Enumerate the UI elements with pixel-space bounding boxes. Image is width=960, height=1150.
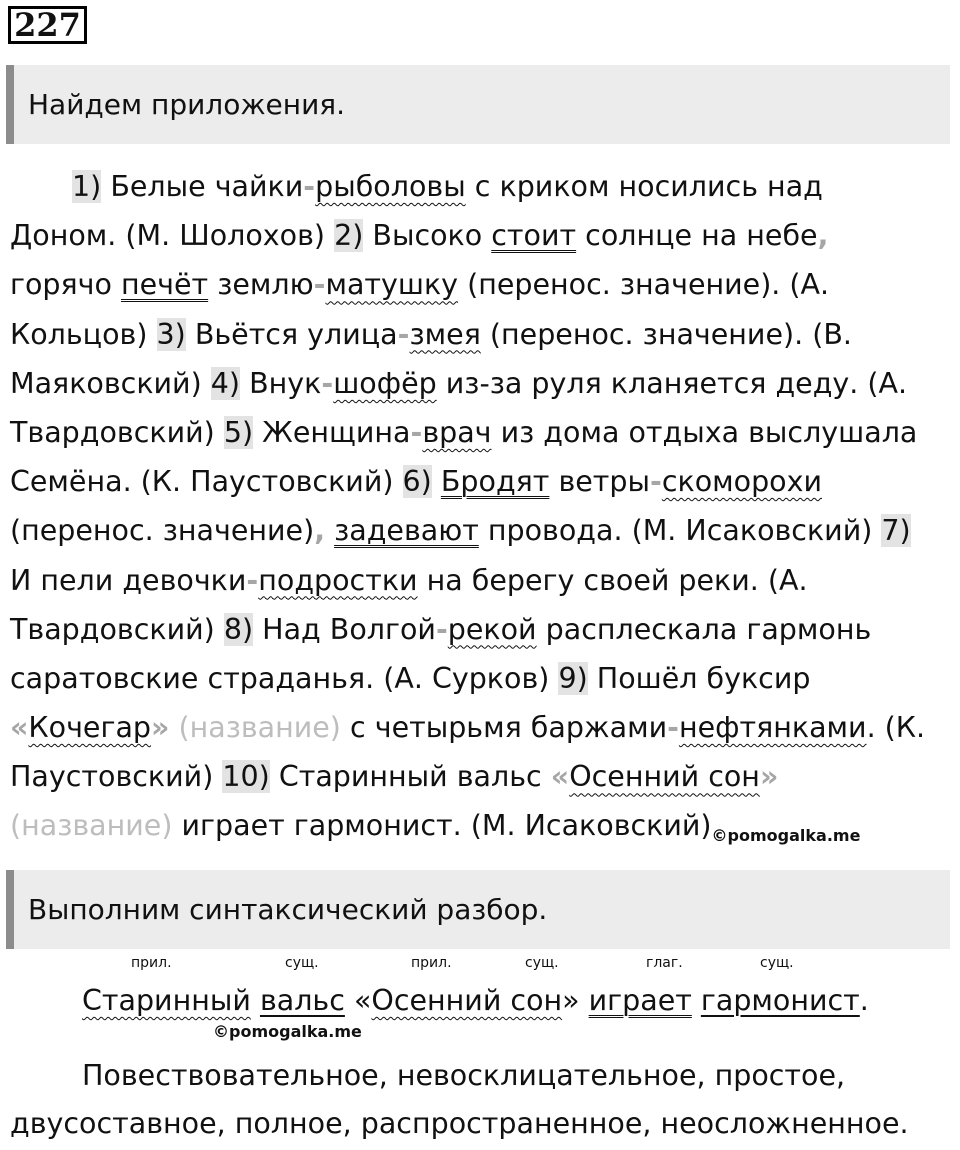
annotation-name: (название) <box>169 711 341 745</box>
text-fragment: землю <box>208 268 314 302</box>
hyphen-mark: - <box>246 563 259 597</box>
text-line <box>10 801 950 850</box>
pos-label-adjective: прил. <box>411 955 452 971</box>
analyzed-sentence <box>82 975 869 1027</box>
text-fragment: (перенос. значение) <box>10 514 315 548</box>
apposition: шофёр <box>333 366 437 400</box>
quote-mark: » <box>151 711 170 745</box>
text-fragment: Пошёл буксир <box>587 661 811 695</box>
text-fragment: Белые чайки <box>101 170 304 203</box>
apposition: рекой <box>447 612 537 646</box>
text-line <box>10 703 950 752</box>
text-line <box>10 457 950 506</box>
hyphen-mark: - <box>649 465 662 499</box>
text-line <box>10 310 950 359</box>
quote-mark: « <box>353 984 372 1017</box>
apposition: рыболовы <box>315 170 466 203</box>
text-line <box>10 211 950 260</box>
text-fragment: Твардовский) <box>10 415 224 449</box>
text-fragment: Твардовский) <box>10 612 224 646</box>
text-fragment: Старинный вальс <box>269 760 551 794</box>
copyright-watermark: ©pomogalka.me <box>711 826 861 846</box>
apposition: Кочегар <box>28 711 151 745</box>
apposition: нефтянками <box>678 711 867 745</box>
text-line <box>10 605 950 654</box>
text-fragment: саратовские страданья. (А. Сурков) <box>10 661 559 695</box>
annotation-name: (название) <box>10 809 173 843</box>
sentence-characteristic-line-1: Повествовательное, невосклицательное, простое, <box>82 1059 846 1092</box>
text-fragment: (перенос. значение). (А. <box>458 268 830 302</box>
pos-label-verb: глаг. <box>646 955 683 971</box>
text-fragment: с криком носились над <box>465 170 823 203</box>
hyphen-mark: - <box>435 612 448 646</box>
sentence-number: 2) <box>334 219 364 253</box>
apposition: змея <box>409 317 481 351</box>
text-line <box>10 506 950 555</box>
definition-word: Старинный <box>82 984 251 1017</box>
text-fragment: солнце на небе <box>576 219 818 253</box>
text-fragment: Семёна. (К. Паустовский) <box>10 465 403 499</box>
hyphen-mark: - <box>303 170 316 203</box>
sentence-number: 6) <box>402 465 432 499</box>
apposition: Осенний сон <box>569 760 760 794</box>
text-fragment: Женщина <box>253 415 411 449</box>
text-fragment: провода. (М. Исаковский) <box>478 514 882 548</box>
text-line <box>10 556 950 605</box>
text-fragment: расплескала гармонь <box>536 612 872 646</box>
hyphen-mark: - <box>397 317 410 351</box>
text-line <box>10 260 950 309</box>
text-fragment: с четырьмя баржами <box>340 711 668 745</box>
text-fragment <box>432 465 441 498</box>
apposition: подростки <box>258 563 418 597</box>
sentence-number: 7) <box>881 514 911 548</box>
text-fragment: горячо <box>10 268 121 302</box>
text-fragment: ветры <box>549 465 650 499</box>
text-fragment: Вьётся улица <box>185 317 398 351</box>
text-fragment: (перенос. значение). (В. <box>480 317 852 351</box>
hyphen-mark: - <box>410 415 423 449</box>
sentence-number: 4) <box>210 366 241 400</box>
pos-label-noun: сущ. <box>760 955 794 971</box>
apposition: матушку <box>325 268 459 302</box>
text-fragment <box>325 514 334 547</box>
predicate: Бродят <box>440 465 550 499</box>
predicate: задевают <box>334 514 479 548</box>
exercise-text <box>10 162 950 851</box>
quote-mark: » <box>759 760 779 794</box>
apposition: скоморохи <box>661 465 823 499</box>
section-header-syntax-analysis: Выполним синтаксический разбор. <box>6 870 950 949</box>
text-fragment: Внук <box>240 366 322 400</box>
text-fragment: . (К. <box>866 711 926 745</box>
apposition: Осенний сон <box>371 984 563 1017</box>
text-fragment: Маяковский) <box>10 366 211 400</box>
copyright-watermark: ©pomogalka.me <box>213 1022 362 1041</box>
text-line <box>10 359 950 408</box>
comma-mark: , <box>314 514 326 548</box>
text-fragment: Кольцов) <box>10 317 157 351</box>
pos-label-adjective: прил. <box>131 955 172 971</box>
section-header-find-appositions: Найдем приложения. <box>6 65 950 144</box>
predicate: печёт <box>120 268 209 302</box>
text-fragment: И пели девочки <box>10 563 247 597</box>
text-fragment: из-за руля кланяется деду. (А. <box>436 366 908 400</box>
sentence-number: 3) <box>156 317 186 351</box>
text-fragment: играет гармонист. (М. Исаковский) <box>172 809 712 843</box>
subject-word: гармонист <box>700 984 860 1017</box>
hyphen-mark: - <box>667 711 679 745</box>
predicate-word: играет <box>588 984 692 1017</box>
text-line <box>10 408 950 457</box>
pos-label-noun: сущ. <box>285 955 319 971</box>
hyphen-mark: - <box>321 366 334 400</box>
exercise-number: 227 <box>8 6 87 44</box>
quote-mark: » <box>562 984 580 1017</box>
apposition: врач <box>422 415 492 449</box>
text-fragment: Паустовский) <box>10 760 223 794</box>
quote-mark: « <box>10 711 29 745</box>
text-line <box>10 162 950 211</box>
pos-label-noun: сущ. <box>525 955 559 971</box>
text-line <box>10 752 950 801</box>
comma-mark: , <box>817 219 829 253</box>
quote-mark: « <box>550 760 570 794</box>
hyphen-mark: - <box>313 268 326 302</box>
sentence-characteristic-line-2: двусоставное, полное, распространенное, неосложненное. <box>10 1107 909 1140</box>
predicate: стоит <box>491 219 577 253</box>
sentence-number: 9) <box>558 661 588 695</box>
subject-word: вальс <box>259 984 345 1017</box>
sentence-number: 10) <box>222 760 270 794</box>
text-fragment: Доном. (М. Шолохов) <box>10 219 335 253</box>
sentence-number: 1) <box>72 170 102 203</box>
sentence-number: 5) <box>223 415 254 449</box>
text-fragment: на берегу своей реки. (А. <box>417 563 808 597</box>
sentence-number: 8) <box>223 612 254 646</box>
text-line <box>10 654 950 703</box>
sentence-end: . <box>859 984 869 1017</box>
text-fragment: Высоко <box>363 219 492 253</box>
text-fragment: Над Волгой <box>253 612 436 646</box>
text-fragment: из дома отдыха выслушала <box>491 415 918 449</box>
